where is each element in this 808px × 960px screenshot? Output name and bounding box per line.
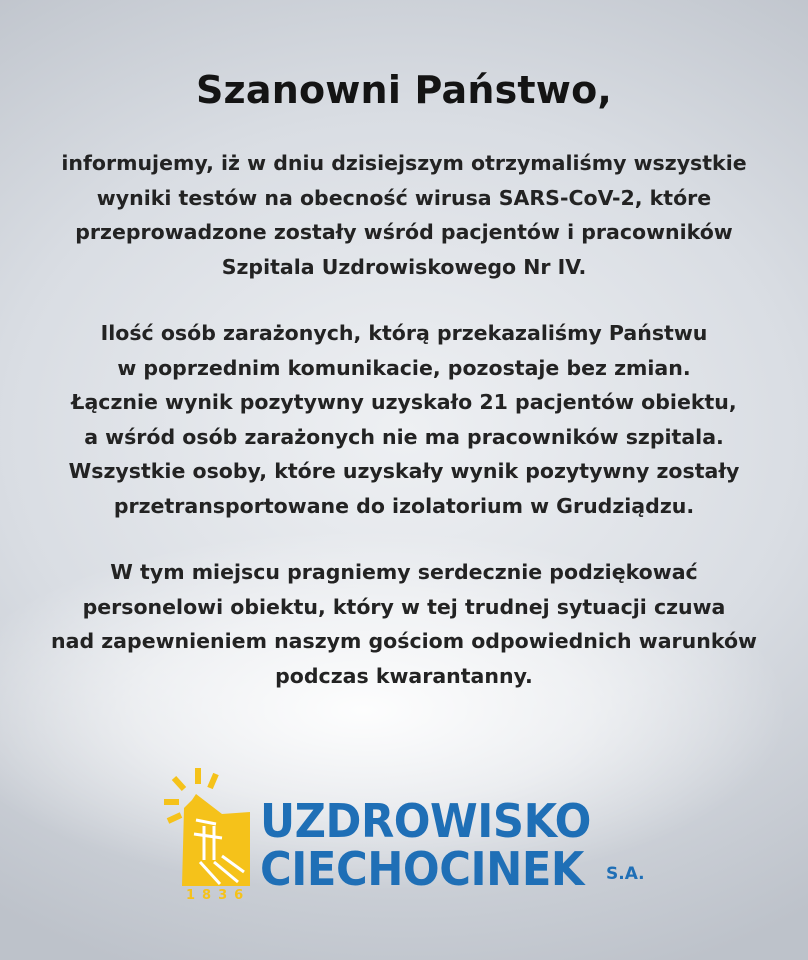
- announcement-body: [0, 146, 808, 725]
- text-line: w poprzednim komunikacie, pozostaje bez zmian.: [117, 355, 691, 380]
- text-line: Ilość osób zarażonych, którą przekazaliśmy Państwu: [100, 321, 708, 345]
- logo-word-uzdrowisko: UZDROWISKO: [260, 794, 591, 848]
- text-line: a wśród osób zarażonych nie ma pracowników szpitala.: [84, 424, 724, 449]
- text-line: Wszystkie osoby, które uzyskały wynik pozytywny zostały: [68, 459, 740, 483]
- text-line: przetransportowane do izolatorium w Grudziądzu.: [113, 493, 695, 518]
- text-line: nad zapewnieniem naszym gościom odpowiednich warunków: [51, 629, 757, 653]
- text-line: Szpitala Uzdrowiskowego Nr IV.: [221, 254, 587, 279]
- paragraph-3: [0, 555, 808, 693]
- company-logo: [160, 764, 660, 914]
- text-line: wyniki testów na obecność wirusa SARS-CoV-2, które: [96, 185, 712, 210]
- text-line: podczas kwarantanny.: [275, 663, 533, 688]
- text-line: Łącznie wynik pozytywny uzyskało 21 pacjentów obiektu,: [71, 390, 737, 414]
- text-line: przeprowadzone zostały wśród pacjentów i pracowników: [75, 220, 733, 244]
- page-title: Szanowni Państwo,: [195, 68, 613, 112]
- logo-word-ciechocinek: CIECHOCINEK: [260, 842, 584, 896]
- text-line: informujemy, iż w dniu dzisiejszym otrzymaliśmy wszystkie: [61, 151, 747, 175]
- paragraph-2: [0, 316, 808, 523]
- paragraph-1: [0, 146, 808, 284]
- logo-year: 1836: [186, 888, 251, 903]
- logo-suffix: S.A.: [606, 864, 645, 884]
- text-line: personelowi obiektu, który w tej trudnej sytuacji czuwa: [82, 594, 726, 619]
- text-line: W tym miejscu pragniemy serdecznie podziękować: [110, 560, 698, 584]
